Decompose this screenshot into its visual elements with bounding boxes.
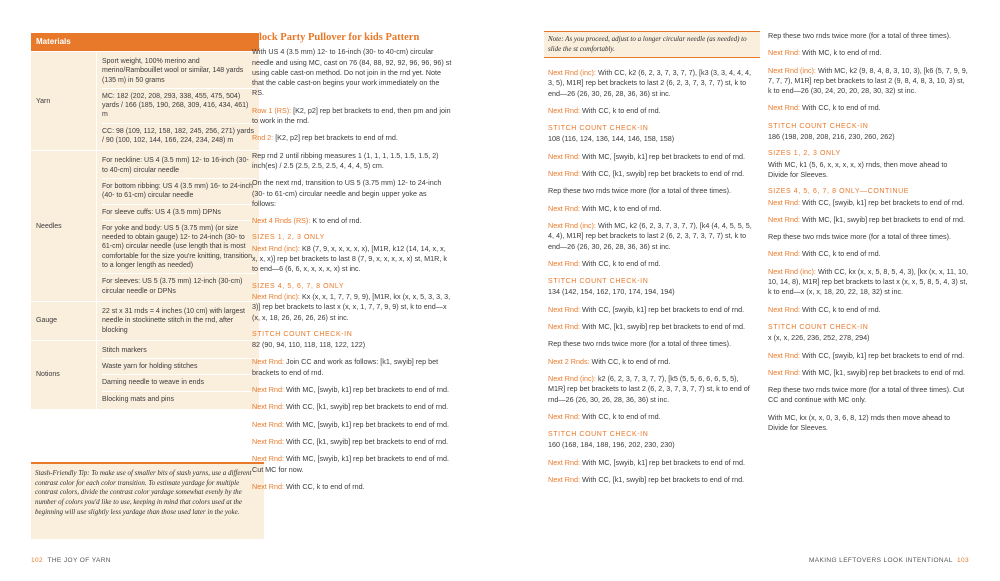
pattern-title: Block Party Pullover for kids Pattern <box>252 32 420 43</box>
instruction-next-rnd: Next Rnd: With CC, [k1, swyib] rep bet brackets to end of rnd. <box>252 436 449 446</box>
materials-item: Darning needle to weave in ends <box>102 375 256 391</box>
materials-header: Materials <box>31 33 259 51</box>
materials-row-yarn <box>31 52 259 151</box>
instruction-next-rnd: Next Rnd: With CC, k to end of rnd. <box>548 411 661 421</box>
instruction-next-rnd: Next Rnd: With MC, [swyib, k1] rep bet brackets to end of rnd. <box>252 419 449 429</box>
instruction-inc: Next Rnd (inc): With MC, k2 (6, 2, 3, 7, 3, 7, 7), [k4 (4, 4, 5, 5, 5, 4, 4), M1R] rep bet brackets to last 2 (6, 2, 3, 7, 3, 7, 7) st, k to end—26 (26, 30, 26, 28, 36, 36) st inc. <box>548 220 752 251</box>
instruction-repeat: Rep these two rnds twice more (for a total of three times). <box>548 186 731 196</box>
stitch-count-values: 134 (142, 154, 162, 170, 174, 194, 194) <box>548 287 675 297</box>
instruction-inc: Next Rnd (inc): With CC, k2 (6, 2, 3, 7, 3, 7, 7), [k3 (3, 3, 4, 4, 4, 3, 5), M1R] rep bet brackets to last 2 (6, 2, 3, 7, 3, 7, 7) st, k to end—26 (26, 30, 26, 28, 36, 36) st inc. <box>548 68 751 98</box>
instruction-ribbing: Rep rnd 2 until ribbing measures 1 (1, 1, 1, 1.5, 1.5, 1.5, 2) inch(es) / 2.5 (2.5, 2.5, 2.5, 4, 4, 4, 5) cm. <box>252 150 439 170</box>
stash-friendly-tip: Stash-Friendly Tip: To make use of smaller bits of stash yarns, use a different contrast color for each color transition. To estimate yardage for multiple contrast colors, divide the contrast color yardage somewhat evenly by the number of colors you'd like to use, keeping in mind that colors used at the beginning will use slightly less yardage than those used later in the yoke. <box>31 462 264 539</box>
pattern-column-3 <box>768 31 968 440</box>
stitch-count-heading: STITCH COUNT CHECK-IN <box>768 122 869 130</box>
materials-row-notions <box>31 340 259 409</box>
pattern-column-2 <box>548 68 752 492</box>
instruction-transition: On the next rnd, transition to US 5 (3.75 mm) 12- to 24-inch (30- to 61-cm) circular needle and begin upper yoke as follows: <box>252 178 442 208</box>
stitch-count-heading: STITCH COUNT CHECK-IN <box>548 278 649 286</box>
instruction-next-rnd: Next Rnd: With MC, [k1, swyib] rep bet brackets to end of rnd. <box>548 322 745 332</box>
instruction-next-rnd: Next Rnd: With CC, k to end of rnd. <box>768 103 881 113</box>
instruction-next-rnd: Next Rnd: With MC, [swyib, k1] rep bet brackets to end of rnd. <box>252 385 449 395</box>
instruction-next4: Next 4 Rnds (RS): K to end of rnd. <box>252 216 362 226</box>
instruction-inc: Next Rnd (inc): With MC, k2 (9, 8, 4, 8, 3, 10, 3), [k6 (5, 7, 9, 9, 7, 7, 7), M1R] rep bet brackets to last 2 (9, 8, 4, 8, 3, 10, 3) st, k to end—26 (30, 24, 20, 20, 28, 30, 32) st inc. <box>768 65 968 96</box>
materials-label-gauge: Gauge <box>31 301 97 340</box>
instruction-next-rnd: Next Rnd: With MC, [swyib, k1] rep bet brackets to end of rnd. <box>548 151 745 161</box>
materials-item: Stitch markers <box>102 343 256 359</box>
materials-label-notions: Notions <box>31 340 97 409</box>
instruction-next-rnd: Next Rnd: With MC, k to end of rnd. <box>768 48 882 58</box>
instruction-next-rnd: Next Rnd: With CC, k to end of rnd. <box>768 249 881 259</box>
instruction-next-rnd: Next Rnd: With CC, [swyib, k1] rep bet brackets to end of rnd. <box>768 350 965 360</box>
materials-label-needles: Needles <box>31 151 97 302</box>
instruction-inc: Next Rnd (inc): K8 (7, 9, x, x, x, x, x), [M1R, k12 (14, 14, x, x, x, x, x)] rep bet brackets to last 8 (7, 9, x, x, x, x, x) st, M1R, k to end—6 (6, 6, x, x, x, x, x) st inc. <box>252 243 447 274</box>
chapter-title: MAKING LEFTOVERS LOOK INTENTIONAL <box>808 557 953 564</box>
instruction-row1: Row 1 (RS): [K2, p2] rep bet brackets to end, then pm and join to work in the rnd. <box>252 105 451 126</box>
instruction-next-rnd: Next Rnd: With CC, k to end of rnd. <box>252 481 365 491</box>
materials-item: For sleeves: US 5 (3.75 mm) 12-inch (30-cm) circular needle or DPNs <box>102 278 243 295</box>
instruction-final: With MC, kx (x, x, 0, 3, 6, 8, 12) rnds then move ahead to Divide for Sleeves. <box>768 412 951 433</box>
instruction-inc: Next Rnd (inc): With CC, kx (x, x, 5, 8, 5, 4, 3), [kx (x, x, 11, 10, 10, 14, 8), M1R] rep bet brackets to last x (x, x, 5, 8, 5, 4, 3) st, k to end—x (x, x, 18, 20, 22, 18, 32) st inc. <box>768 266 968 297</box>
instruction-next-rnd: Next Rnd: With MC, [k1, swyib] rep bet brackets to end of rnd. <box>768 214 965 224</box>
instruction-next-rnd: Next Rnd: Join CC and work as follows: [k1, swyib] rep bet brackets to end of rnd. <box>252 357 439 377</box>
instruction-next-rnd: Next Rnd: With MC, k to end of rnd. <box>548 203 662 213</box>
instruction-next-rnd: Next Rnd: With MC, [swyib, k1] rep bet brackets to end of rnd. Cut MC for now. <box>252 454 449 474</box>
right-page-number: 103 <box>956 557 969 564</box>
materials-item: For sleeve cuffs: US 4 (3.5 mm) DPNs <box>102 205 256 221</box>
sizes-heading: SIZES 1, 2, 3 ONLY <box>768 150 841 158</box>
cast-on-instructions: With US 4 (3.5 mm) 12- to 16-inch (30- to 40-cm) circular needle and using MC, cast on 76 (84, 88, 92, 92, 96, 96, 96) st using cable cast-on method. Do not join in the rnd yet. Note that the cable cast-on begins your work immediately on the RS. <box>252 47 452 98</box>
instruction-next-rnd: Next Rnd: With CC, [k1, swyib] rep bet brackets to end of rnd. <box>548 475 745 485</box>
needle-note: Note: As you proceed, adjust to a longer circular needle (as needed) to slide the st comfortably. <box>544 31 760 58</box>
instruction-next-rnd: Next Rnd: With CC, k to end of rnd. <box>548 105 661 115</box>
materials-label-yarn: Yarn <box>31 52 97 151</box>
instruction-next-rnd: Next Rnd: With CC, [swyib, k1] rep bet brackets to end of rnd. <box>768 197 965 207</box>
materials-item: Waste yarn for holding stitches <box>102 359 256 375</box>
right-page-footer <box>809 557 969 564</box>
stitch-count-values: 186 (198, 208, 208, 216, 230, 260, 262) <box>768 132 895 142</box>
materials-item: Blocking mats and pins <box>102 395 174 403</box>
instruction-repeat: Rep these two rnds twice more (for a total of three times). Cut CC and continue with MC only. <box>768 385 965 405</box>
materials-item: For bottom ribbing: US 4 (3.5 mm) 16- to 24-inch (40- to 61-cm) circular needle <box>102 179 256 205</box>
left-page-number: 102 <box>31 557 44 564</box>
book-title: THE JOY OF YARN <box>47 557 111 564</box>
instruction-next-2-rnds: Next 2 Rnds: With CC, k to end of rnd. <box>548 356 671 366</box>
materials-item: 22 st x 31 rnds = 4 inches (10 cm) with largest needle in stockinette stitch in the rnd, after blocking <box>102 307 245 334</box>
materials-row-gauge <box>31 301 259 340</box>
left-page-footer <box>31 557 111 564</box>
materials-row-needles <box>31 151 259 302</box>
pattern-column-1 <box>252 33 452 499</box>
instruction-next-rnd: Next Rnd: With CC, k to end of rnd. <box>768 304 881 314</box>
materials-item: Sport weight, 100% merino and merino/Rambouillet wool or similar, 148 yards (135 m) in 50 grams <box>102 54 256 89</box>
instruction-next-rnd: Next Rnd: With MC, [swyib, k1] rep bet brackets to end of rnd. <box>548 457 745 467</box>
stitch-count-values: 108 (116, 124, 136, 144, 146, 158, 158) <box>548 134 675 144</box>
instruction-next-rnd: Next Rnd: With CC, [k1, swyib] rep bet brackets to end of rnd. <box>548 169 745 179</box>
sizes-heading: SIZES 1, 2, 3 ONLY <box>252 234 325 242</box>
instruction-repeat: Rep these two rnds twice more (for a total of three times). <box>768 31 951 40</box>
instruction-sizes: With MC, k1 (5, 6, x, x, x, x, x) rnds, then move ahead to Divide for Sleeves. <box>768 159 948 179</box>
stitch-count-heading: STITCH COUNT CHECK-IN <box>548 431 649 439</box>
stitch-count-heading: STITCH COUNT CHECK-IN <box>548 125 649 133</box>
materials-item: For neckline: US 4 (3.5 mm) 12- to 16-inch (30- to 40-cm) circular needle <box>102 153 256 179</box>
stitch-count-heading: STITCH COUNT CHECK-IN <box>768 323 869 331</box>
materials-item: For yoke and body: US 5 (3.75 mm) (or size needed to obtain gauge) 12- to 24-inch (30- to 61-cm) circular needle (use length that is most comfortable for the size you're knitting, transition to a longer length as needed) <box>102 221 256 274</box>
stitch-count-values: 160 (168, 184, 188, 196, 202, 230, 230) <box>548 440 675 450</box>
instruction-repeat: Rep these two rnds twice more (for a total of three times). <box>768 232 951 242</box>
instruction-repeat: Rep these two rnds twice more (for a total of three times). <box>548 339 731 349</box>
stitch-count-values: 82 (90, 94, 110, 118, 118, 122, 122) <box>252 340 366 350</box>
stitch-count-heading: STITCH COUNT CHECK-IN <box>252 330 353 338</box>
instruction-rnd2: Rnd 2: [K2, p2] rep bet brackets to end of rnd. <box>252 133 398 143</box>
sizes-heading: SIZES 4, 5, 6, 7, 8 ONLY <box>252 282 345 290</box>
instruction-inc: Next Rnd (inc): Kx (x, x, 1, 7, 7, 9, 9), [M1R, kx (x, x, 5, 3, 3, 3, 3)] rep bet brackets to last x (x, x, 1, 7, 7, 9, 9) st, k to end—x (x, x, 18, 26, 26, 26, 26) st inc. <box>252 291 451 322</box>
sizes-heading: SIZES 4, 5, 6, 7, 8 ONLY—CONTINUE <box>768 188 910 196</box>
materials-item: MC: 182 (202, 208, 293, 338, 455, 475, 504) yards / 166 (185, 190, 268, 309, 416, 434, 461) m <box>102 89 256 124</box>
instruction-inc: Next Rnd (inc): k2 (6, 2, 3, 7, 3, 7, 7), [k5 (5, 5, 6, 6, 6, 5, 5), M1R] rep bet brackets to last 2 (6, 2, 3, 7, 3, 7, 7) st, k to end of rnd—26 (26, 30, 26, 28, 36, 36) st inc. <box>548 373 750 404</box>
instruction-next-rnd: Next Rnd: With CC, k to end of rnd. <box>548 258 661 268</box>
materials-table <box>31 33 259 409</box>
instruction-next-rnd: Next Rnd: With MC, [k1, swyib] rep bet brackets to end of rnd. <box>768 367 965 377</box>
stitch-count-values: x (x, x, 226, 236, 252, 278, 294) <box>768 333 870 343</box>
instruction-next-rnd: Next Rnd: With CC, [swyib, k1] rep bet brackets to end of rnd. <box>548 304 745 314</box>
instruction-next-rnd: Next Rnd: With CC, [k1, swyib] rep bet brackets to end of rnd. <box>252 402 449 412</box>
materials-item: CC: 98 (109, 112, 158, 182, 245, 256, 271) yards / 90 (100, 102, 144, 166, 224, 234, 248) m <box>102 127 255 145</box>
